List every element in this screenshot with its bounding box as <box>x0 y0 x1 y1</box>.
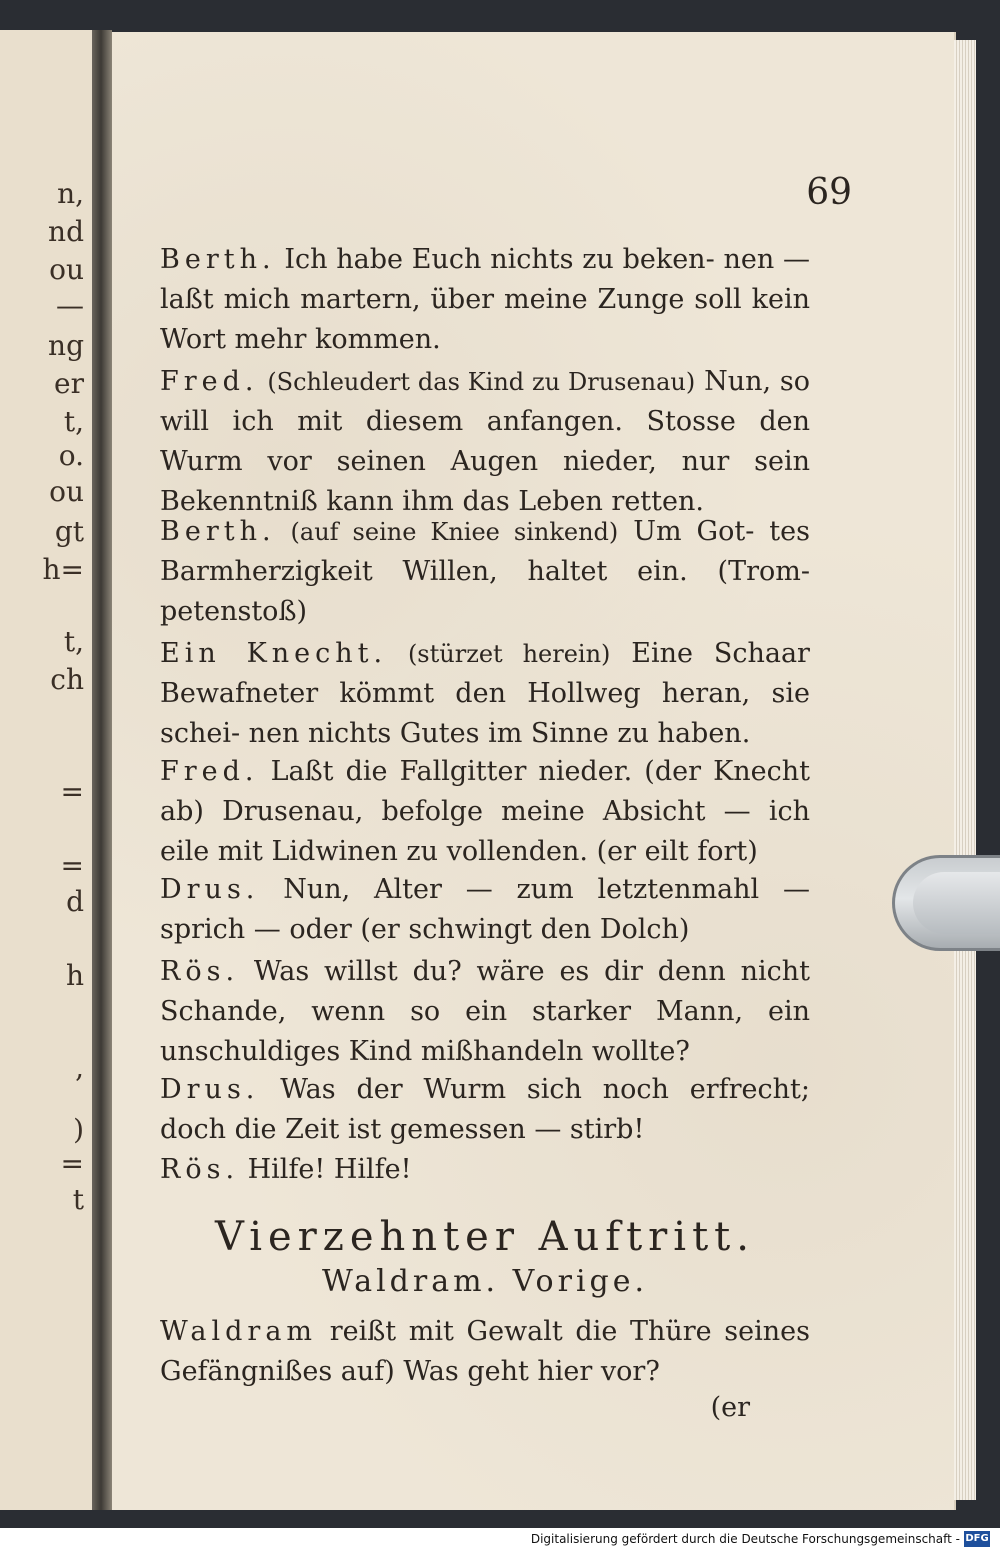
paragraph-text: Was willst du? wäre es dir denn nicht Schande, wenn so ein starker Mann, ein unschuldiges Kind mißhandeln wollte? <box>160 956 810 1067</box>
page-clip-inner <box>913 872 1000 934</box>
left-page-fragment: ) <box>73 1113 84 1146</box>
left-page-fragment: = <box>60 1147 84 1180</box>
catchword: (er <box>710 1392 750 1423</box>
left-page-fragment: = <box>60 775 84 808</box>
scene-persons: Waldram. Vorige. <box>321 1264 649 1299</box>
left-page-fragment: , <box>75 1051 84 1084</box>
speaker-name: Drus. <box>160 1074 260 1105</box>
paragraph-text: Hilfe! Hilfe! <box>247 1154 412 1185</box>
paragraph <box>160 1312 810 1392</box>
stage-direction: (stürzet herein) <box>407 640 611 668</box>
footer-bar <box>0 1528 1000 1551</box>
left-page-fragment: h= <box>42 553 84 586</box>
page-clip <box>892 855 1000 951</box>
left-page-fragment: ou <box>49 253 84 286</box>
paragraph <box>160 870 810 950</box>
page-edges <box>954 40 976 1500</box>
left-page-fragment: ou <box>49 475 84 508</box>
paragraph-text: Ich habe Euch nichts zu beken- nen — laßt mich martern, über meine Zunge soll kein Wort mehr kommen. <box>160 244 810 355</box>
page-number: 69 <box>806 172 852 213</box>
footer-credit: Digitalisierung gefördert durch die Deutsche Forschungsgemeinschaft - <box>530 1532 960 1546</box>
paragraph-text: Was der Wurm sich noch erfrecht; doch die Zeit ist gemessen — stirb! <box>160 1074 810 1145</box>
book-gutter <box>92 30 112 1510</box>
left-page-fragment: o. <box>58 439 84 472</box>
speaker-name: Ein Knecht. <box>160 638 388 669</box>
paragraph <box>160 634 810 754</box>
speaker-name: Fred. <box>160 366 259 397</box>
paragraph <box>160 512 810 632</box>
speaker-name: Drus. <box>160 874 260 905</box>
dfg-logo-icon: DFG <box>964 1531 990 1547</box>
stage-direction: (auf seine Kniee sinkend) <box>290 518 619 546</box>
paragraph-text: Nun, so will ich mit diesem anfangen. Stosse den Wurm vor seinen Augen nieder, nur sein Bekenntniß kann ihm das Leben retten. <box>160 366 810 517</box>
paragraph <box>160 1150 810 1190</box>
scene-heading: Vierzehnter Auftritt. <box>215 1214 755 1260</box>
left-page-fragment: n, <box>57 177 84 210</box>
left-page-fragment: — <box>56 289 84 322</box>
speaker-name: Fred. <box>160 756 259 787</box>
paragraph-text: Nun, Alter — zum letztenmahl — sprich — oder (er schwingt den Dolch) <box>160 874 810 945</box>
left-page-fragment: t, <box>63 405 84 438</box>
paragraph <box>160 240 810 360</box>
left-page-fragment: t, <box>63 625 84 658</box>
left-page-fragment: h <box>65 959 84 992</box>
paragraph <box>160 1070 810 1150</box>
left-page-fragment: ng <box>48 329 84 362</box>
speaker-name: Rös. <box>160 1154 240 1185</box>
paragraph <box>160 752 810 872</box>
speaker-name: Berth. <box>160 244 276 275</box>
paragraph <box>160 952 810 1072</box>
speaker-name: Berth. <box>160 516 276 547</box>
speaker-name: Rös. <box>160 956 240 987</box>
paragraph <box>160 362 810 522</box>
left-page-fragment: ch <box>50 663 84 696</box>
left-page-fragment: er <box>54 367 84 400</box>
left-page-fragment: gt <box>54 515 84 548</box>
speaker-name: Waldram <box>160 1316 318 1347</box>
left-page-fragment: = <box>60 849 84 882</box>
paragraph-text: reißt mit Gewalt die Thüre seines Gefängnißes auf) Was geht hier vor? <box>160 1316 810 1387</box>
left-page-fragment: t <box>72 1183 84 1216</box>
paragraph-text: Laßt die Fallgitter nieder. (der Knecht ab) Drusenau, befolge meine Absicht — ich eile mit Lidwinen zu vollenden. (er eilt fort) <box>160 756 810 867</box>
left-page-fragment: d <box>66 885 84 918</box>
stage-direction: (Schleudert das Kind zu Drusenau) <box>267 368 696 396</box>
left-page-edge <box>0 30 94 1510</box>
paragraph-text: Eine Schaar Bewafneter kömmt den Hollweg heran, sie schei- nen nichts Gutes im Sinne zu haben. <box>160 638 810 749</box>
left-page-fragment: nd <box>48 215 84 248</box>
paragraph-text: Um Got- tes Barmherzigkeit Willen, haltet ein. (Trom- petenstoß) <box>160 516 810 627</box>
